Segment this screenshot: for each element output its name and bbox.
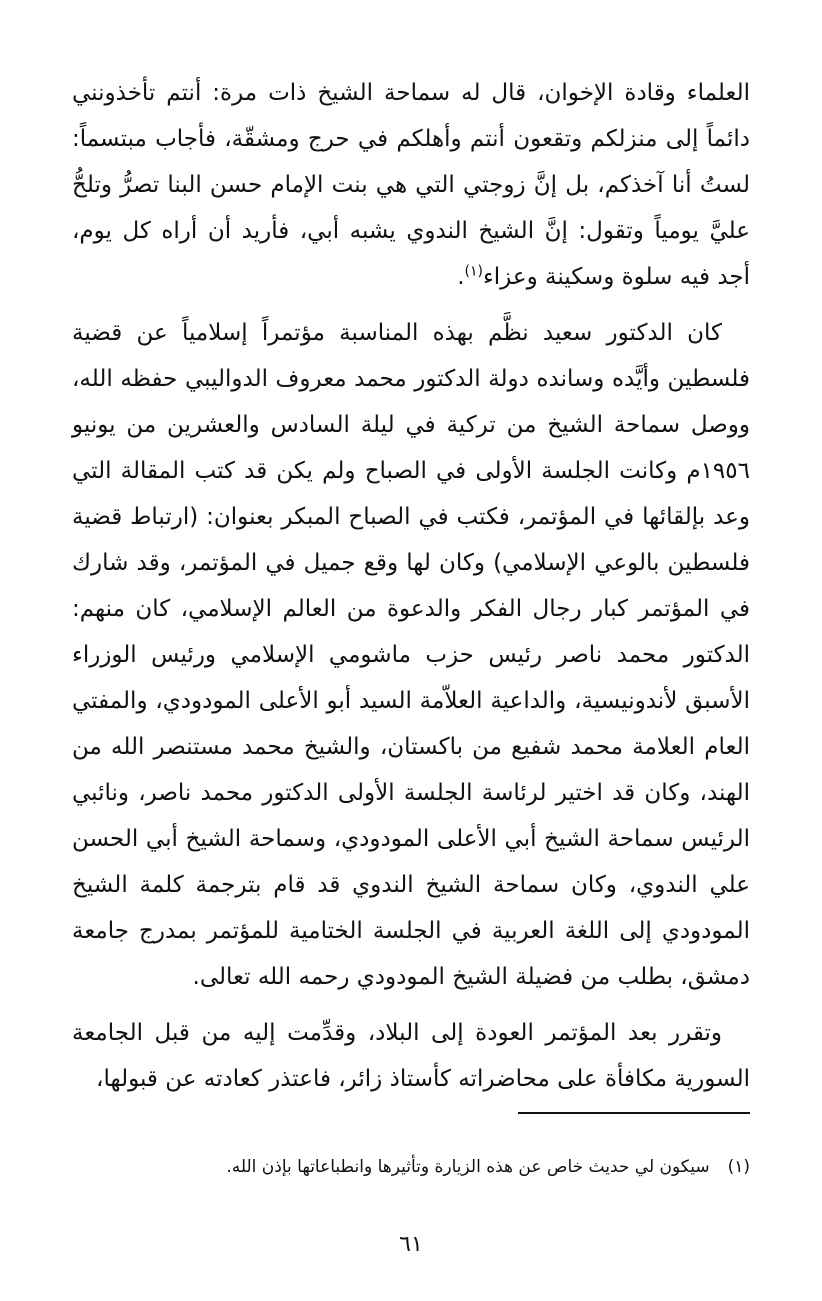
- paragraph-1-text: العلماء وقادة الإخوان، قال له سماحة الشيخ ذات مرة: أنتم تأخذونني دائماً إلى منزلكم وتقعون أنتم وأهلكم في حرج ومشقّة، فأجاب مبتسماً: لستُ أنا آخذكم، بل إنَّ زوجتي التي هي بنت الإمام حسن البنا تصرُّ وتلحُّ عليَّ يومياً وتقول: إنَّ الشيخ الندوي يشبه أبي، فأريد أن أراه كل يوم، أجد فيه سلوة وسكينة وعزاء: [72, 80, 750, 290]
- page-number: ٦١: [399, 1232, 423, 1257]
- paragraph-2: كان الدكتور سعيد نظَّم بهذه المناسبة مؤتمراً إسلامياً عن قضية فلسطين وأيَّده وسانده دولة الدكتور محمد معروف الدواليبي حفظه الله، ووصل سماحة الشيخ من تركية في ليلة السادس والعشرين من يونيو ١٩٥٦م وكانت الجلسة الأولى في الصباح ولم يكن قد كتب المقالة التي وعد بإلقائها في المؤتمر، فكتب في الصباح المبكر بعنوان: (ارتباط قضية فلسطين بالوعي الإسلامي) وكان لها وقع جميل في المؤتمر، وقد شارك في المؤتمر كبار رجال الفكر والدعوة من العالم الإسلامي، كان منهم: الدكتور محمد ناصر رئيس حزب ماشومي الإسلامي ورئيس الوزراء الأسبق لأندونيسية، والداعية العلاّمة السيد أبو الأعلى المودودي، والمفتي العام العلامة محمد شفيع من باكستان، والشيخ محمد مستنصر الله من الهند، وكان قد اختير لرئاسة الجلسة الأولى الدكتور محمد ناصر، ونائبي الرئيس سماحة الشيخ أبي الأعلى المودودي، وسماحة الشيخ أبي الحسن علي الندوي، وكان سماحة الشيخ الندوي قد قام بترجمة كلمة الشيخ المودودي إلى اللغة العربية في الجلسة الختامية للمؤتمر بمدرج جامعة دمشق، بطلب من فضيلة الشيخ المودودي رحمه الله تعالى.: [72, 320, 750, 990]
- footnote-number: (١): [727, 1157, 750, 1177]
- footnote-reference-1: (١): [464, 263, 483, 280]
- paragraph-1-tail: .: [457, 264, 465, 290]
- footnote: [72, 1152, 750, 1182]
- footnote-text: سيكون لي حديث خاص عن هذه الزيارة وتأثيرها وانطباعاتها بإذن الله.: [226, 1157, 710, 1177]
- footnote-separator: [518, 1112, 750, 1114]
- page-body: [72, 70, 750, 1102]
- paragraph-3: وتقرر بعد المؤتمر العودة إلى البلاد، وقدِّمت إليه من قبل الجامعة السورية مكافأة على محاضراته كأستاذ زائر، فاعتذر كعادته عن قبولها،: [72, 1020, 750, 1092]
- paragraph-1: [72, 70, 750, 300]
